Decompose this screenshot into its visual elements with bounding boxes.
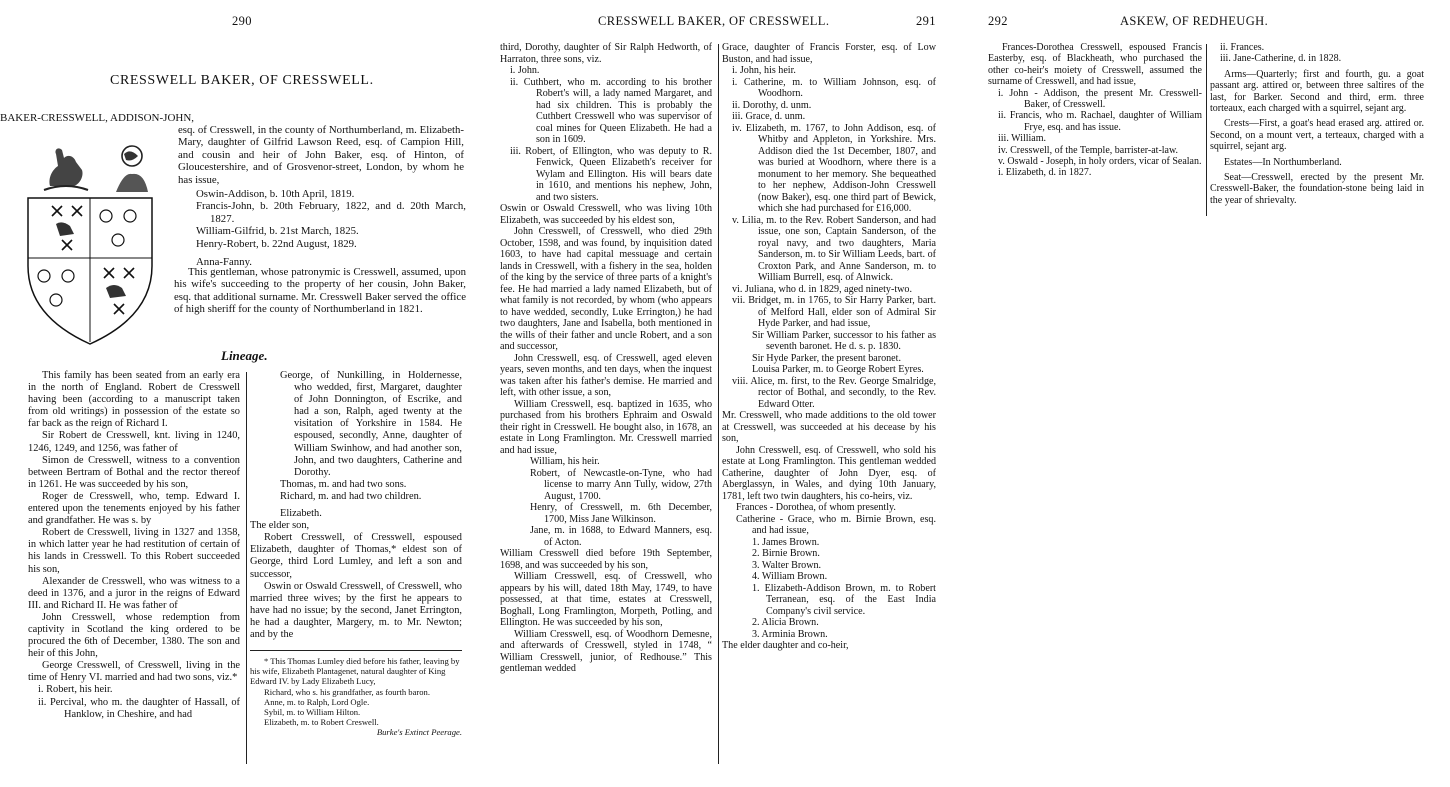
heraldic-shield-icon bbox=[26, 196, 154, 346]
page-number: 290 bbox=[232, 14, 252, 28]
para: John Cresswell, of Cresswell, who died 29th October, 1598, and was found, by inquisition dated 1603, to have had capital messuage and certain lands in Cresswell, with a fishery in the sea, holden of the king by the service of three parts of a knight's fee. He had married a lady named Elizabeth, but of what family is not recorded, by whom (who appears to have wedded, secondly, Luke Errington,) he had two daughters, Jane and Isabella, both mentioned in the wills of their father and uncle Robert, and a son and successor, bbox=[500, 226, 712, 352]
lineage-para: Oswin or Oswald Cresswell, of Cresswell, who married three wives; by the first he appears to have had no issue; by the second, Janet Errington, he had a daughter, Margery, m. to Mr. Newton; and by the bbox=[250, 580, 462, 640]
gentleman-para bbox=[174, 266, 466, 316]
grandchild-item: Louisa Parker, m. to George Robert Eyres. bbox=[752, 364, 924, 375]
squirrel-crest-icon bbox=[110, 142, 154, 196]
para: third, Dorothy, daughter of Sir Ralph Hedworth, of Harraton, three sons, viz. bbox=[500, 42, 712, 65]
para: William Cresswell, esq. baptized in 1635, who purchased from his brothers Ephraim and Oswald their right in Cresswell. He bought also, in 1678, an estate in Long Framlington. Mr. Cresswell married and had issue, bbox=[500, 398, 712, 456]
lineage-para: Robert de Cresswell, living in 1327 and 1358, in which latter year he had restitution of certain of his lands in Cresswell. To this Robert succeeded his son, bbox=[28, 527, 240, 575]
family-title: CRESSWELL BAKER, OF CRESSWELL. bbox=[110, 73, 374, 88]
lineage-para: Sir Robert de Cresswell, knt. living in 1240, 1246, 1249, and 1256, was father of bbox=[28, 430, 240, 454]
child-item: ii. Francis, who m. Rachael, daughter of William Frye, esq. and has issue. bbox=[998, 110, 1202, 133]
para: William Cresswell died before 19th September, 1698, and was succeeded by his son, bbox=[500, 548, 712, 571]
lineage-child: Elizabeth. bbox=[280, 508, 322, 520]
intro-body: esq. of Cresswell, in the county of Northumberland, m. Elizabeth-Mary, daughter of Gilfrid Lawson Reed, esq. of Campion Hill, and cousin and heir of John Baker, esq. of Hinton, of Gloucestershire, and of Grosvenor-street, London, by whom he has issue, bbox=[178, 124, 464, 186]
child-item: Francis-John, b. 20th February, 1822, and d. 20th March, 1827. bbox=[196, 200, 466, 225]
para: The elder daughter and co-heir, bbox=[722, 640, 849, 651]
child-item: ii. Cuthbert, who m. according to his brother Robert's will, a lady named Margaret, and had six children. This is probably the Cuthbert Cresswell who was supervisor of coal mines for Queen Elizabeth. He had a son in 1609. bbox=[510, 76, 712, 145]
footnote-item: Sybil, m. to William Hilton. bbox=[264, 707, 361, 718]
para: John Cresswell, esq. of Cresswell, aged eleven years, seven months, and ten days, when the inquest was taken after his father's demise. He married and left, with other issue, a son, bbox=[500, 352, 712, 398]
grandchild-item: 1. James Brown. bbox=[752, 536, 820, 548]
lineage-para: Roger de Cresswell, who, temp. Edward I. entered upon the tenements enjoyed by his father and grandfather. He was s. by bbox=[28, 490, 240, 527]
goat-crest-icon bbox=[38, 140, 94, 196]
column-divider bbox=[246, 372, 247, 764]
child-item: i. Catherine, m. to William Johnson, esq. of Woodhorn. bbox=[732, 76, 936, 99]
gentleman-text: This gentleman, whose patronymic is Cresswell, assumed, upon his wife's succeeding to the property of her cousin, John Baker, esq. that additional surname. Mr. Cresswell Baker served the office of high sheriff for the county of Northumberland in 1821. bbox=[174, 266, 466, 316]
estates-para: Estates—In Northumberland. bbox=[1224, 156, 1342, 168]
child-item: vi. Juliana, who d. in 1829, aged ninety-two. bbox=[732, 283, 912, 295]
child-item: v. Oswald - Joseph, in holy orders, vicar of Sealan. bbox=[998, 156, 1202, 168]
child-item: i. John. bbox=[510, 65, 540, 76]
child-item: William, his heir. bbox=[530, 456, 600, 467]
child-item: iv. Cresswell, of the Temple, barrister-at-law. bbox=[998, 144, 1179, 156]
seat-para: Seat—Cresswell, erected by the present Mr. Cresswell-Baker, the foundation-stone being laid in the year of shrievalty. bbox=[1210, 172, 1424, 206]
lineage-column-1 bbox=[28, 370, 240, 721]
child-item: ii. Dorothy, d. unm. bbox=[732, 99, 812, 111]
para: William Cresswell, esq. of Cresswell, who appears by his will, dated 18th May, 1749, to have possessed, at that time, estates at Cresswell, Boghall, Long Framlington, Morpeth, Potling, and Ellington. He was succeeded by his son, bbox=[500, 571, 712, 628]
arms-para: Arms—Quarterly; first and fourth, gu. a goat passant arg. attired or, between three saltires of the last, for Barker. Second and third, erm. three torteaux, each charged with a squirrel, sejant arg. bbox=[1210, 68, 1424, 115]
page-number: 291 bbox=[916, 14, 936, 28]
column-1 bbox=[988, 42, 1202, 179]
lineage-child: Richard, m. and had two children. bbox=[280, 490, 422, 502]
footnote-source: Burke's Extinct Peerage. bbox=[376, 727, 462, 738]
running-head: CRESSWELL BAKER, OF CRESSWELL. bbox=[598, 14, 830, 28]
child-item: iii. Robert, of Ellington, who was deputy to R. Fenwick, Queen Elizabeth's receiver for Wylam and Ellington. His will bears date in 1610, and mentions his nephew, John, and two sisters. bbox=[510, 145, 712, 203]
child-item: Catherine - Grace, who m. Birnie Brown, esq. and had issue, bbox=[736, 513, 936, 536]
footnote-item: Elizabeth, m. to Robert Creswell. bbox=[264, 717, 379, 728]
child-item: iii. Grace, d. unm. bbox=[732, 111, 806, 122]
child-item: i. John - Addison, the present Mr. Cresswell-Baker, of Cresswell. bbox=[998, 87, 1202, 111]
lineage-child: i. Robert, his heir. bbox=[38, 684, 113, 696]
lineage-para: Robert Cresswell, of Cresswell, espoused Elizabeth, daughter of Thomas,* eldest son of George, third Lord Lumley, and left a son and successor, bbox=[250, 532, 462, 580]
lineage-para: Alexander de Cresswell, who was witness to a deed in 1376, and a juror in the reigns of Edward III. and Richard II. He was father of bbox=[28, 575, 240, 611]
crests-para: Crests—First, a goat's head erased arg. attired or. Second, on a mount vert, a terteaux, charged with a squirrel, sejant arg. bbox=[1210, 118, 1424, 153]
lineage-para: John Cresswell, whose redemption from captivity in Scotland the king ordered to be procured the 6th of December, 1380. The son and heir of this John, bbox=[28, 611, 240, 660]
column-1 bbox=[500, 42, 712, 675]
lineage-child: ii. Percival, who m. the daughter of Hassall, of Hanklow, in Cheshire, and had bbox=[38, 696, 240, 720]
footnote-item: Anne, m. to Ralph, Lord Ogle. bbox=[264, 696, 370, 707]
child-item: Frances - Dorothea, of whom presently. bbox=[736, 502, 896, 513]
column-2 bbox=[1210, 42, 1424, 206]
child-item: Henry-Robert, b. 22nd August, 1829. bbox=[196, 237, 357, 250]
page-number: 292 bbox=[988, 14, 1008, 28]
lineage-child: Thomas, m. and had two sons. bbox=[280, 478, 407, 490]
page-290 bbox=[0, 0, 470, 787]
lineage-column-2 bbox=[250, 370, 462, 641]
column-2 bbox=[722, 42, 936, 652]
footnote-text: * This Thomas Lumley died before his father, leaving by his wife, Elizabeth Plantagenet, natural daughter of King Edward IV. by Lady Elizabeth Lucy, bbox=[250, 656, 460, 687]
lineage-heading: Lineage. bbox=[221, 348, 268, 363]
child-item: Henry, of Cresswell, m. 6th December, 1700, Miss Jane Wilkinson. bbox=[530, 502, 712, 525]
footnote bbox=[250, 656, 462, 738]
grandchild-item: 2. Birnie Brown. bbox=[752, 548, 820, 559]
column-divider bbox=[1206, 44, 1207, 216]
grandchild-item: 1. Elizabeth-Addison Brown, m. to Robert Terranean, esq. of the East India Company's civil service. bbox=[752, 582, 936, 617]
lineage-para: This family has been seated from an early era in the north of England. Robert de Cresswell having been (according to a manuscript taken from old writings) in possession of the estate so far back as the reign of Richard I. bbox=[28, 370, 240, 430]
para: Grace, daughter of Francis Forster, esq. of Low Buston, and had issue, bbox=[722, 42, 936, 65]
child-item: viii. Alice, m. first, to the Rev. George Smalridge, rector of Bothal, and secondly, to the Rev. Edward Otter. bbox=[732, 375, 936, 410]
child-item: iv. Elizabeth, m. 1767, to John Addison, esq. of Whitby and Appleton, in Yorkshire. Mrs. Addison died the 1st December, 1807, and was buried at Woodhorn, where there is a monument to her memory. She bequeathed to her nephew, Addison-John Cresswell (now Baker), esq. one third part of Bewick, which she had purchased for £16,000. bbox=[732, 122, 936, 214]
lineage-child: George, of Nunkilling, in Holdernesse, who wedded, first, Margaret, daughter of John Donnington, of Escrike, and had a son, Ralph, aged twenty at the visitation of Yorkshire in 1584. He espoused, secondly, Anne, daughter of William Swinhow, and had another son, John, and two daughters, Catherine and Dorothy. bbox=[280, 370, 462, 478]
child-item: i. John, his heir. bbox=[732, 65, 796, 76]
child-item: ii. Frances. bbox=[1220, 42, 1265, 53]
grandchild-item: 4. William Brown. bbox=[752, 571, 828, 582]
para: Frances-Dorothea Cresswell, espoused Francis Easterby, esq. of Blackheath, who purchased the other co-heir's moiety of Cresswell, assumed the surname of Cresswell, and had issue, bbox=[988, 42, 1202, 88]
child-item: Jane, m. in 1688, to Edward Manners, esq. of Acton. bbox=[530, 525, 712, 548]
lineage-para: George Cresswell, of Cresswell, living in the time of Henry VI. married and had two sons, viz.* bbox=[28, 660, 240, 684]
column-divider bbox=[718, 44, 719, 764]
grandchild-item: Sir Hyde Parker, the present baronet. bbox=[752, 352, 901, 364]
child-item: v. Lilia, m. to the Rev. Robert Sanderson, and had issue, one son, Captain Sanderson, of the royal navy, and two daughters, Maria Sanderson, m. to Sir William Leeds, bart. of Croxton Park, and Anne Sanderson, m. to William Burrell, esq. of Alnwick. bbox=[732, 214, 936, 283]
lineage-para: The elder son, bbox=[250, 520, 310, 532]
child-item: vii. Bridget, m. in 1765, to Sir Harry Parker, bart. of Melford Hall, elder son of Admiral Sir Hyde Parker, and had issue, bbox=[732, 295, 936, 329]
child-item: iii. Jane-Catherine, d. in 1828. bbox=[1220, 53, 1342, 65]
grandchild-item: 3. Walter Brown. bbox=[752, 559, 822, 571]
child-item: Robert, of Newcastle-on-Tyne, who had license to marry Ann Tully, widow, 27th August, 1700. bbox=[530, 467, 712, 502]
children-list bbox=[196, 188, 466, 268]
para: Mr. Cresswell, who made additions to the old tower at Cresswell, was succeeded at his decease by his son, bbox=[722, 410, 936, 444]
grandchild-item: Sir William Parker, successor to his father as seventh baronet. He d. s. p. 1830. bbox=[752, 329, 936, 352]
running-head: ASKEW, OF REDHEUGH. bbox=[1120, 14, 1269, 28]
footnote-item: Richard, who s. his grandfather, as fourth baron. bbox=[264, 686, 430, 697]
para: Oswin or Oswald Cresswell, who was living 10th Elizabeth, was succeeded by his eldest son, bbox=[500, 203, 712, 226]
child-item: Oswin-Addison, b. 10th April, 1819. bbox=[196, 188, 355, 200]
page-291 bbox=[496, 0, 942, 787]
page-292 bbox=[984, 0, 1450, 787]
grandchild-item: 2. Alicia Brown. bbox=[752, 617, 819, 628]
para: William Cresswell, esq. of Woodhorn Demesne, and afterwards of Cresswell, styled in 1748, “ William Cresswell, junior, of Redhouse.” This gentleman wedded bbox=[500, 628, 712, 674]
child-item: i. Elizabeth, d. in 1827. bbox=[998, 167, 1092, 179]
child-item: Anna-Fanny. bbox=[196, 256, 252, 269]
lineage-para: Simon de Cresswell, witness to a convention between Bertram of Bothal and the rector thereof in 1261. He was succeeded by his son, bbox=[28, 454, 240, 490]
footnote-rule bbox=[250, 650, 462, 651]
grandchild-item: 3. Arminia Brown. bbox=[752, 628, 828, 640]
intro-line bbox=[0, 112, 464, 124]
child-item: iii. William. bbox=[998, 133, 1047, 145]
child-item: William-Gilfrid, b. 21st March, 1825. bbox=[196, 225, 359, 238]
para: John Cresswell, esq. of Cresswell, who sold his estate at Long Framlington. This gentleman wedded Catherine, daughter of John Dyer, esq. of Aberglassyn, in Wales, and dying 10th January, 1781, left two twin daughters, his co-heirs, viz. bbox=[722, 444, 936, 502]
intro-name: BAKER-CRESSWELL, ADDISON-JOHN, bbox=[0, 112, 195, 124]
